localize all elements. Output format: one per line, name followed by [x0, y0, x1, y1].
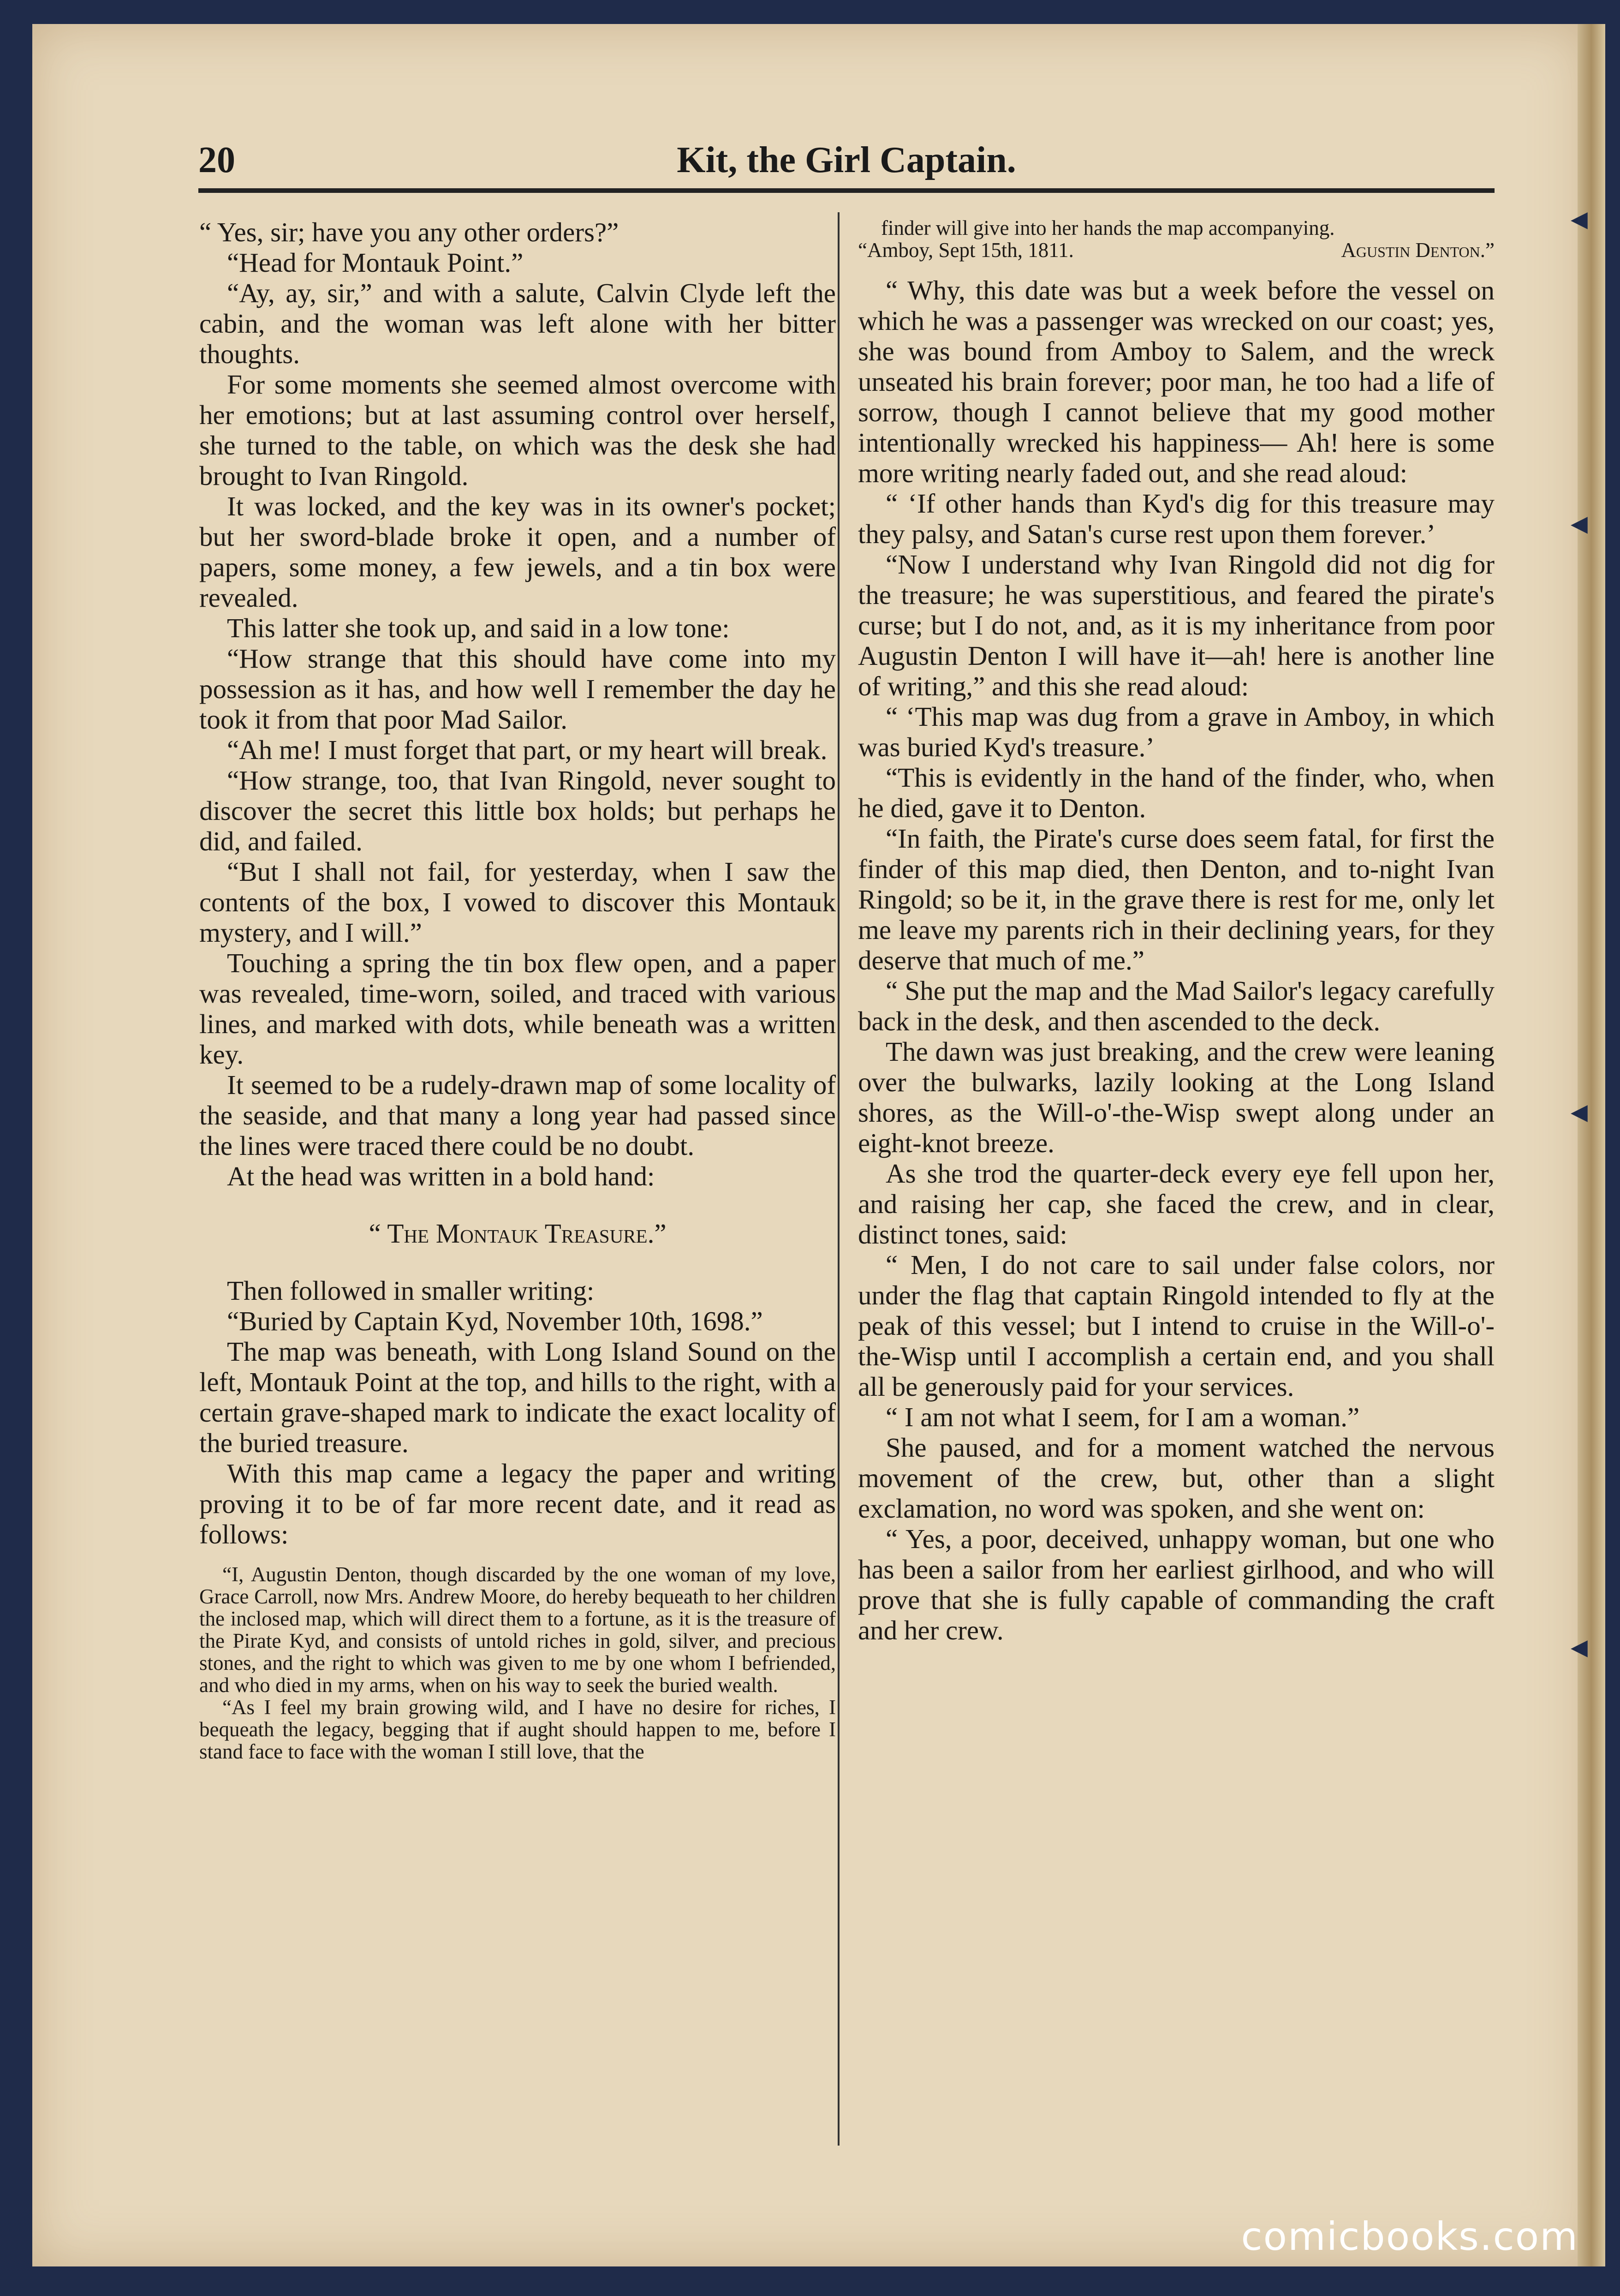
- paragraph: “Ay, ay, sir,” and with a salute, Calvin Clyde left the cabin, and the woman was left alone with her bitter thoughts.: [199, 278, 836, 369]
- right-column: [858, 217, 1495, 1645]
- paragraph: “ She put the map and the Mad Sailor's legacy carefully back in the desk, and then ascended to the deck.: [858, 975, 1495, 1036]
- column-divider: [838, 212, 840, 2146]
- binding-nick-icon: ◀: [1571, 1099, 1588, 1125]
- left-column: [199, 217, 836, 1763]
- paragraph: “ ‘This map was dug from a grave in Amboy, in which was buried Kyd's treasure.’: [858, 701, 1495, 762]
- paragraph: Touching a spring the tin box flew open, and a paper was revealed, time-worn, soiled, and traced with various lines, and marked with dots, while beneath was a written key.: [199, 948, 836, 1070]
- paragraph: “Buried by Captain Kyd, November 10th, 1698.”: [227, 1306, 763, 1336]
- paragraph: “ I am not what I seem, for I am a woman.”: [886, 1402, 1360, 1432]
- page-header: [198, 134, 1495, 189]
- paragraph: “In faith, the Pirate's curse does seem fatal, for first the finder of this map died, then Denton, and to-night Ivan Ringold; so be it, in the grave there is rest for me, only let me leave my parents rich in their declining years, for they deserve that much of me.”: [858, 823, 1495, 975]
- paragraph: “How strange, too, that Ivan Ringold, never sought to discover the secret this little box holds; but perhaps he did, and failed.: [199, 765, 836, 856]
- paragraph: “Ah me! I must forget that part, or my heart will break.: [227, 735, 828, 765]
- page-title: Kit, the Girl Captain.: [677, 140, 1016, 180]
- paragraph: “But I shall not fail, for yesterday, when I saw the contents of the box, I vowed to discover this Montauk mystery, and I will.”: [199, 856, 836, 948]
- header-rule: [198, 188, 1495, 193]
- page-number: 20: [198, 140, 235, 180]
- paragraph: “Head for Montauk Point.”: [227, 247, 524, 278]
- paragraph: She paused, and for a moment watched the nervous movement of the crew, but, other than a slight exclamation, no word was spoken, and she went on:: [858, 1432, 1495, 1524]
- watermark: comicbooks.com: [1241, 2214, 1578, 2259]
- legacy-continuation: finder will give into her hands the map accompanying.: [881, 216, 1335, 239]
- paragraph: At the head was written in a bold hand:: [227, 1161, 655, 1191]
- paragraph: “ Why, this date was but a week before the vessel on which he was a passenger was wrecked on our coast; yes, she was bound from Amboy to Salem, and the wreck unseated his brain forever; poor man, he too had a life of sorrow, though I cannot believe that my good mother intentionally wrecked his happiness— Ah! here is some more writing nearly faded out, and she read aloud:: [858, 275, 1495, 488]
- paragraph: Then followed in smaller writing:: [227, 1275, 595, 1306]
- paragraph: With this map came a legacy the paper and writing proving it to be of far more recent date, and it read as follows:: [199, 1458, 836, 1549]
- paragraph: “Now I understand why Ivan Ringold did not dig for the treasure; he was superstitious, and feared the pirate's curse; but I do not, and, as it is my inheritance from poor Augustin Denton I will have it—ah! here is another line of writing,” and this she read aloud:: [858, 549, 1495, 701]
- legacy-signature: [858, 239, 1495, 261]
- legacy-paragraph: “As I feel my brain growing wild, and I have no desire for riches, I bequeath the legacy, begging that if aught should happen to me, before I stand face to face with the woman I still love, that the: [199, 1696, 836, 1763]
- paragraph: The dawn was just breaking, and the crew were leaning over the bulwarks, lazily looking at the Long Island shores, as the Will-o'-the-Wisp swept along under an eight-knot breeze.: [858, 1036, 1495, 1158]
- paragraph: “ Yes, a poor, deceived, unhappy woman, but one who has been a sailor from her earliest girlhood, and who will prove that she is fully capable of commanding the craft and her crew.: [858, 1524, 1495, 1645]
- signature-place-date: “Amboy, Sept 15th, 1811.: [858, 239, 1074, 262]
- signature-name: Agustin Denton.”: [1341, 239, 1495, 262]
- paragraph: As she trod the quarter-deck every eye fell upon her, and raising her cap, she faced the crew, and in clear, distinct tones, said:: [858, 1158, 1495, 1250]
- paragraph: For some moments she seemed almost overcome with her emotions; but at last assuming control over herself, she turned to the table, on which was the desk she had brought to Ivan Ringold.: [199, 369, 836, 491]
- binding-nick-icon: ◀: [1571, 511, 1588, 537]
- binding-edge: [1578, 24, 1605, 2266]
- paragraph: “ ‘If other hands than Kyd's dig for this treasure may they palsy, and Satan's curse rest upon them forever.’: [858, 488, 1495, 549]
- binding-nick-icon: ◀: [1571, 206, 1588, 232]
- binding-nick-icon: ◀: [1571, 1634, 1588, 1660]
- legacy-paragraph: “I, Augustin Denton, though discarded by the one woman of my love, Grace Carroll, now Mrs. Andrew Moore, do hereby bequeath to her children the inclosed map, which will direct them to a fortune, as it is the treasure of the Pirate Kyd, and consists of untold riches in gold, silver, and precious stones, and the right to which was given to me by one whom I befriended, and who died in my arms, when on his way to seek the buried wealth.: [199, 1563, 836, 1697]
- paragraph: “ Men, I do not care to sail under false colors, nor under the flag that captain Ringold intended to fly at the peak of this vessel; but I intend to cruise in the Will-o'-the-Wisp until I accomplish a certain end, and you shall all be generously paid for your services.: [858, 1250, 1495, 1402]
- paragraph: It was locked, and the key was in its owner's pocket; but her sword-blade broke it open, and a number of papers, some money, a few jewels, and a tin box were revealed.: [199, 491, 836, 613]
- paragraph: “ Yes, sir; have you any other orders?”: [199, 217, 619, 247]
- paragraph: This latter she took up, and said in a low tone:: [227, 613, 730, 643]
- paragraph: It seemed to be a rudely-drawn map of some locality of the seaside, and that many a long year had passed since the lines were traced there could be no doubt.: [199, 1070, 836, 1161]
- paragraph: The map was beneath, with Long Island Sound on the left, Montauk Point at the top, and hills to the right, with a certain grave-shaped mark to indicate the exact locality of the buried treasure.: [199, 1336, 836, 1458]
- treasure-heading: “ The Montauk Treasure.”: [369, 1218, 667, 1249]
- paragraph: “How strange that this should have come into my possession as it has, and how well I remember the day he took it from that poor Mad Sailor.: [199, 643, 836, 735]
- paragraph: “This is evidently in the hand of the finder, who, when he died, gave it to Denton.: [858, 762, 1495, 823]
